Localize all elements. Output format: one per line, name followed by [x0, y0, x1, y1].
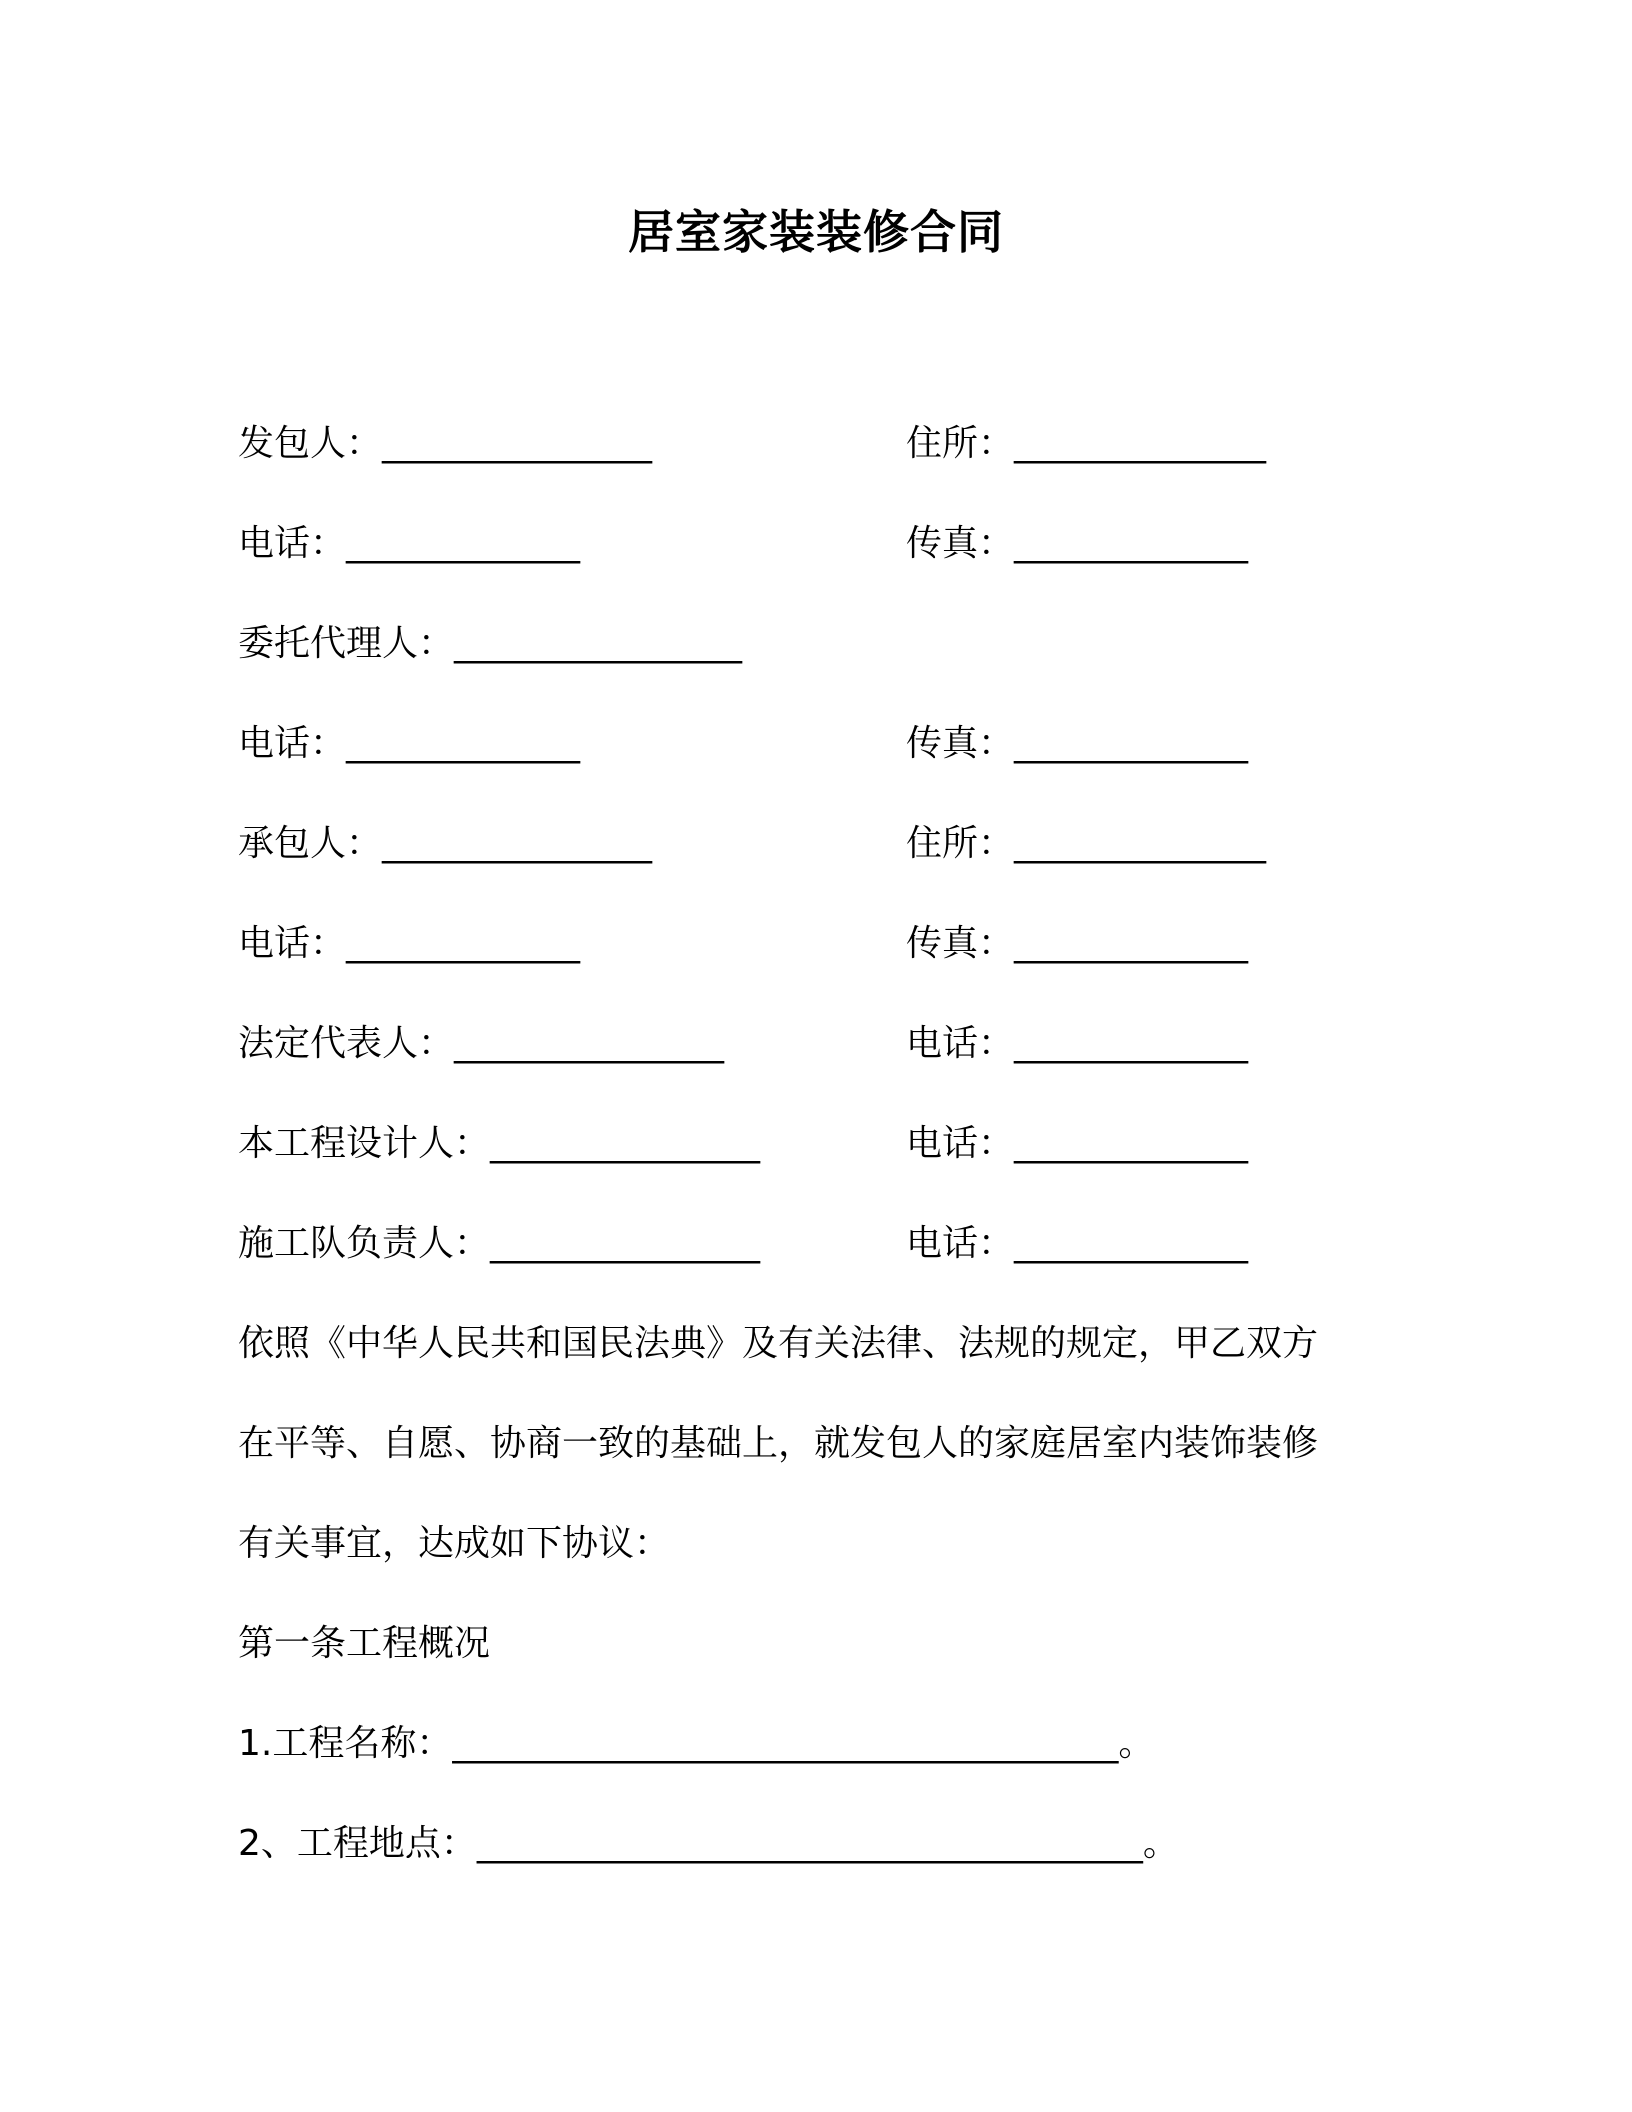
- section-heading: 第一条工程概况: [238, 1623, 491, 1664]
- project-name-field: 1.工程名称：_____________________________________。: [238, 1723, 1155, 1764]
- body-line: 有关事宜，达成如下协议：: [238, 1523, 671, 1564]
- field-team-lead-phone: 电话：_____________: [906, 1223, 1249, 1264]
- field-agent: 委托代理人：________________: [238, 623, 743, 664]
- field-agent-fax: 传真：_____________: [906, 723, 1249, 764]
- field-contractor-fax: 传真：_____________: [906, 923, 1249, 964]
- field-team-lead: 施工队负责人：_______________: [238, 1223, 761, 1264]
- body-line: 在平等、自愿、协商一致的基础上，就发包人的家庭居室内装饰装修: [238, 1423, 1319, 1464]
- field-contractee-phone: 电话：_____________: [238, 523, 581, 564]
- field-legal-rep-phone: 电话：_____________: [906, 1023, 1249, 1064]
- field-legal-rep: 法定代表人：_______________: [238, 1023, 725, 1064]
- field-contractor: 承包人：_______________: [238, 823, 653, 864]
- document-title: 居室家装装修合同: [628, 205, 1004, 259]
- field-designer-phone: 电话：_____________: [906, 1123, 1249, 1164]
- body-line: 依照《中华人民共和国民法典》及有关法律、法规的规定，甲乙双方: [238, 1323, 1319, 1364]
- project-location-field: 2、工程地点：_____________________________________。: [238, 1823, 1179, 1864]
- field-agent-phone: 电话：_____________: [238, 723, 581, 764]
- field-contractee-address: 住所：______________: [906, 423, 1267, 464]
- field-designer: 本工程设计人：_______________: [238, 1123, 761, 1164]
- field-contractee-fax: 传真：_____________: [906, 523, 1249, 564]
- field-contractee: 发包人：_______________: [238, 423, 653, 464]
- field-contractor-address: 住所：______________: [906, 823, 1267, 864]
- field-contractor-phone: 电话：_____________: [238, 923, 581, 964]
